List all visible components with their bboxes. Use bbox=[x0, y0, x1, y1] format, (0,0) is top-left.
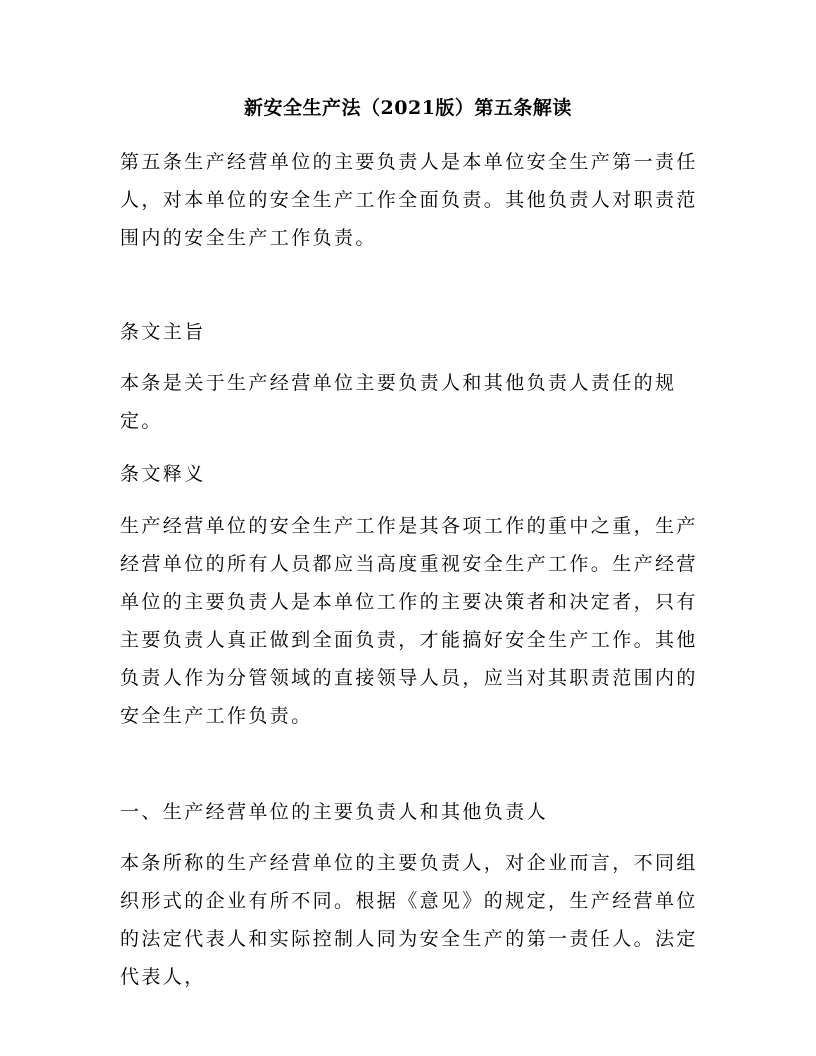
section-interpretation-body: 生产经营单位的安全生产工作是其各项工作的重中之重，生产经营单位的所有人员都应当高度重视安全生产工作。生产经营单位的主要负责人是本单位工作的主要决策者和决定者，只有主要负责人真正做到全面负责，才能搞好安全生产工作。其他负责人作为分管领域的直接领导人员，应当对其职责范围内的安全生产工作负责。 bbox=[120, 515, 698, 727]
subsection-1-heading: 一、生产经营单位的主要负责人和其他负责人 bbox=[120, 801, 549, 823]
subsection-1-body: 本条所称的生产经营单位的主要负责人，对企业而言，不同组织形式的企业有所不同。根据《意见》的规定，生产经营单位的法定代表人和实际控制人同为安全生产的第一责任人。法定代表人， bbox=[120, 852, 698, 988]
section-purpose-heading: 条文主旨 bbox=[120, 321, 206, 343]
section-purpose-body: 本条是关于生产经营单位主要负责人和其他负责人责任的规定。 bbox=[120, 372, 677, 432]
section-interpretation-heading: 条文释义 bbox=[120, 463, 206, 485]
document-title: 新安全生产法（2021版）第五条解读 bbox=[244, 97, 572, 119]
article-text: 第五条生产经营单位的主要负责人是本单位安全生产第一责任人，对本单位的安全生产工作全面负责。其他负责人对职责范围内的安全生产工作负责。 bbox=[120, 151, 698, 249]
